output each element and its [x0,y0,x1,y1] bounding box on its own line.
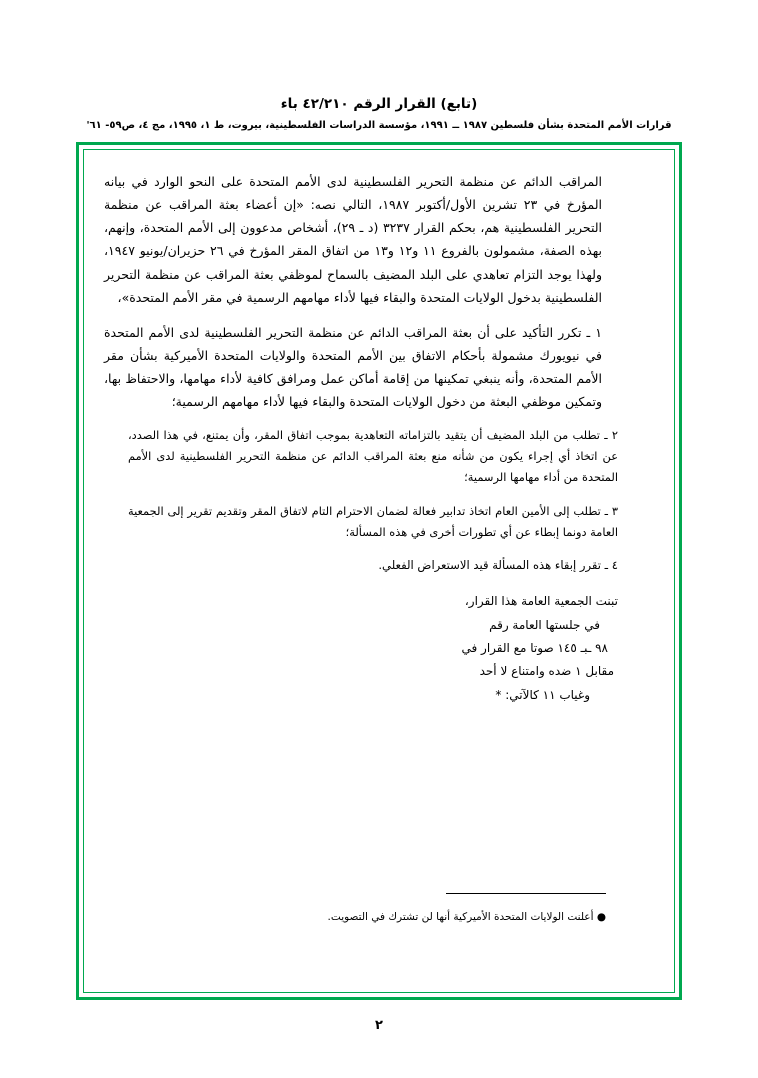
paragraph-item-4: ٤ ـ تقرر إبقاء هذه المسألة قيد الاستعراض الفعلي. [378,557,618,572]
document-source-line: قرارات الأمم المتحدة بشأن فلسطين ١٩٨٧ ــ ١٩٩١، مؤسسة الدراسات الفلسطينية، بيروت، ط ١، ١٩٩٥، مج ٤، ص٥٩- ٦١' [86,120,672,131]
page-number: ٢ [375,1018,383,1033]
document-header [0,96,758,131]
voting-record [104,590,654,707]
footnote-separator [446,893,606,894]
paragraph-intro: المراقب الدائم عن منظمة التحرير الفلسطينية لدى الأمم المتحدة على النحو الوارد في بيانه المؤرخ في ٢٣ تشرين الأول/أكتوبر ١٩٨٧، التالي نصه: «إن أعضاء بعثة المراقب عن منظمة التحرير الفلسطينية هم، بحكم القرار ٣٢٣٧ (د ـ ٢٩)، أشخاص مدعوون إلى الأمم المتحدة، وإنهم، بهذه الصفة، مشمولون بالفروع ١١ و١٢ و١٣ من اتفاق المقر المؤرخ في ٢٦ حزيران/يونيو ١٩٤٧، ولهذا يوجد التزام تعاهدي على البلد المضيف بالسماح لموظفي بعثة المراقب عن منظمة التحرير الفلسطينية بدخول الولايات المتحدة والبقاء فيها لأداء مهامهم الرسمية في مقر الأمم المتحدة»، [104,174,603,305]
voting-line-3: ٩٨ ـبـ ١٤٥ صوتا مع القرار في [461,640,608,655]
document-body [104,170,654,970]
voting-line-2: في جلستها العامة رقم [489,617,600,632]
paragraph-item-1: ١ ـ تكرر التأكيد على أن بعثة المراقب الدائم عن منظمة التحرير الفلسطينية لدى الأمم المتحدة في نيويورك مشمولة بأحكام الاتفاق بين الأمم المتحدة والولايات المتحدة الأميركية بشأن مقر الأمم المتحدة، وأنه ينبغي تمكينها من إقامة أماكن عمل ومرافق كافية لأداء مهامها، والاحتفاظ بها، وتمكين موظفي البعثة من دخول الولايات المتحدة والبقاء فيها لأداء مهامهم الرسمية؛ [104,324,602,410]
voting-line-1: تبنت الجمعية العامة هذا القرار، [464,594,618,609]
footnote-text: ● أعلنت الولايات المتحدة الأميركية أنها لن تشترك في التصويت. [327,911,606,924]
page-title: (تابع) القرار الرقم ٤٢/٢١٠ باء [280,96,478,112]
voting-line-5: وغياب ١١ كالآتي: * [495,687,590,702]
paragraph-item-3: ٣ ـ تطلب إلى الأمين العام اتخاذ تدابير فعالة لضمان الاحترام التام لاتفاق المقر وتقديم تقرير إلى الجمعية العامة دونما إبطاء عن أي تطورات أخرى في هذه المسألة؛ [128,503,618,539]
paragraph-item-2: ٢ ـ تطلب من البلد المضيف أن يتقيد بالتزاماته التعاهدية بموجب اتفاق المقر، وأن يمتنع، في هذا الصدد، عن اتخاذ أي إجراء يكون من شأنه منع بعثة المراقب الدائم عن منظمة التحرير الفلسطينية لدى الأمم المتحدة من أداء مهامها الرسمية؛ [128,428,618,485]
voting-line-4: مقابل ١ ضده وامتناع لا أحد [479,664,614,679]
